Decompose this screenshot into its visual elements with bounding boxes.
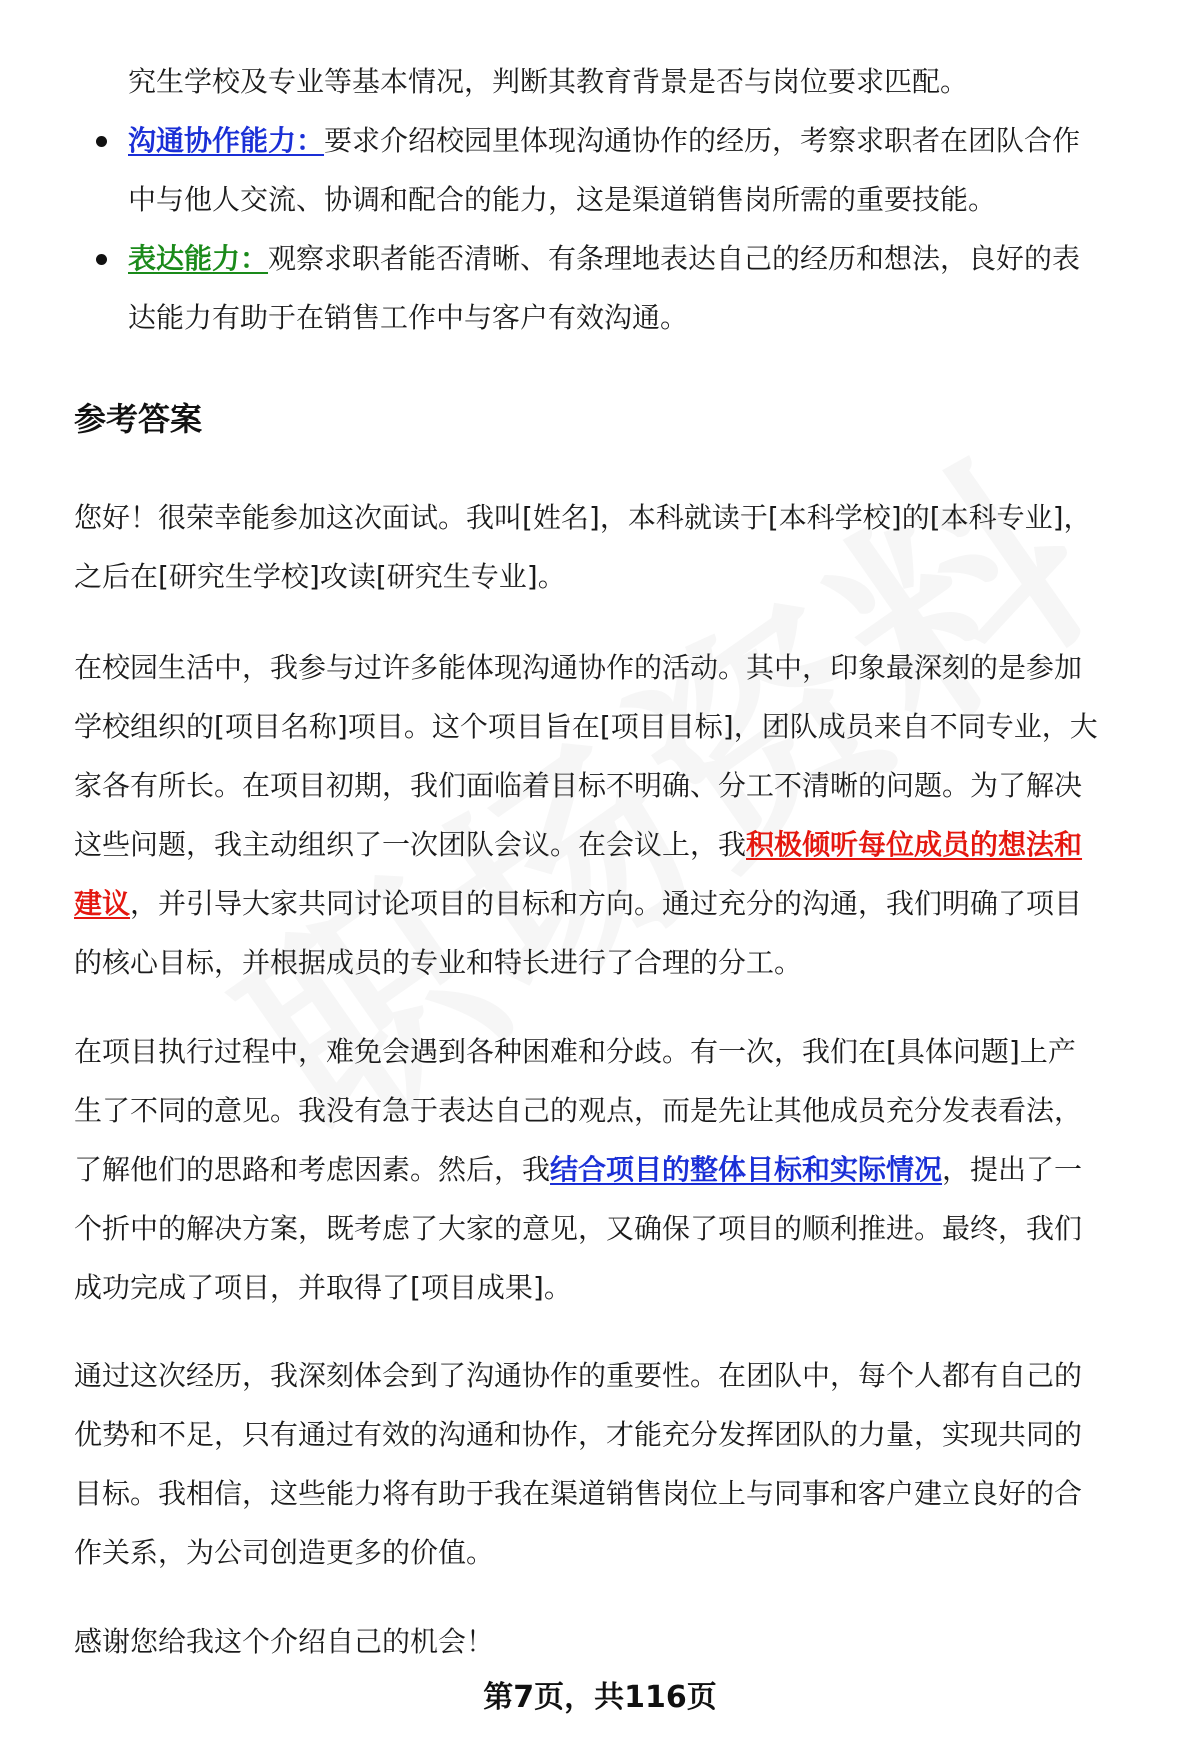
bullet-label: 表达能力： [128, 242, 269, 275]
answer-paragraph-5 [74, 1612, 1154, 1671]
paragraph-line: 在校园生活中，我参与过许多能体现沟通协作的活动。其中，印象最深刻的是参加 [74, 651, 1083, 684]
answer-paragraph-3 [74, 1022, 1154, 1317]
paragraph-line [74, 1140, 1154, 1199]
paragraph-line: 之后在[研究生学校]攻读[研究生专业]。 [74, 560, 566, 593]
paragraph-line [74, 815, 1154, 874]
paragraph-line: 个折中的解决方案，既考虑了大家的意见，又确保了项目的顺利推进。最终，我们 [74, 1212, 1083, 1245]
page-number: 第7页，共116页 [483, 1680, 717, 1715]
paragraph-line: 在项目执行过程中，难免会遇到各种困难和分歧。有一次，我们在[具体问题]上产 [74, 1035, 1076, 1068]
continuation-line: 究生学校及专业等基本情况，判断其教育背景是否与岗位要求匹配。 [128, 65, 969, 98]
text-segment: ，提出了一 [942, 1153, 1083, 1186]
paragraph-line: 作关系，为公司创造更多的价值。 [74, 1536, 495, 1569]
answer-paragraph-4 [74, 1346, 1154, 1582]
list-item [74, 111, 1154, 229]
highlight-red: 积极倾听每位成员的想法和 [746, 828, 1083, 861]
text-segment: ，并引导大家共同讨论项目的目标和方向。通过充分的沟通，我们明确了项目 [130, 887, 1083, 920]
section-heading: 参考答案 [74, 400, 203, 438]
paragraph-line: 学校组织的[项目名称]项目。这个项目旨在[项目目标]，团队成员来自不同专业，大 [74, 710, 1098, 743]
answer-paragraph-2 [74, 638, 1154, 992]
paragraph-line: 感谢您给我这个介绍自己的机会！ [74, 1625, 495, 1658]
paragraph-line [74, 874, 1154, 933]
paragraph-line: 家各有所长。在项目初期，我们面临着目标不明确、分工不清晰的问题。为了解决 [74, 769, 1083, 802]
paragraph-line: 的核心目标，并根据成员的专业和特长进行了合理的分工。 [74, 946, 803, 979]
list-item [74, 229, 1154, 347]
bullet-line-2: 中与他人交流、协调和配合的能力，这是渠道销售岗所需的重要技能。 [128, 183, 997, 216]
bullet-text: 要求介绍校园里体现沟通协作的经历，考察求职者在团队合作 [324, 124, 1081, 157]
paragraph-line: 生了不同的意见。我没有急于表达自己的观点，而是先让其他成员充分发表看法， [74, 1094, 1083, 1127]
bullet-text: 观察求职者能否清晰、有条理地表达自己的经历和想法，良好的表 [268, 242, 1081, 275]
answer-paragraph-1 [74, 488, 1154, 606]
bullet-line-2: 达能力有助于在销售工作中与客户有效沟通。 [128, 301, 689, 334]
bullet-line-1 [128, 111, 1154, 170]
bullet-label: 沟通协作能力： [128, 124, 325, 157]
intro-section [74, 52, 1154, 347]
text-segment: 了解他们的思路和考虑因素。然后，我 [74, 1153, 551, 1186]
text-segment: 这些问题，我主动组织了一次团队会议。在会议上，我 [74, 828, 747, 861]
bullet-dot-icon [96, 136, 107, 147]
paragraph-line: 优势和不足，只有通过有效的沟通和协作，才能充分发挥团队的力量，实现共同的 [74, 1418, 1083, 1451]
highlight-red: 建议 [74, 887, 131, 920]
highlight-blue: 结合项目的整体目标和实际情况 [550, 1153, 943, 1186]
paragraph-line: 通过这次经历，我深刻体会到了沟通协作的重要性。在团队中，每个人都有自己的 [74, 1359, 1083, 1392]
paragraph-line: 成功完成了项目，并取得了[项目成果]。 [74, 1271, 572, 1304]
paragraph-line: 您好！很荣幸能参加这次面试。我叫[姓名]，本科就读于[本科学校]的[本科专业]， [74, 501, 1092, 534]
criteria-list [74, 111, 1154, 347]
bullet-dot-icon [96, 254, 107, 265]
bullet-line-1 [128, 229, 1154, 288]
paragraph-line: 目标。我相信，这些能力将有助于我在渠道销售岗位上与同事和客户建立良好的合 [74, 1477, 1083, 1510]
